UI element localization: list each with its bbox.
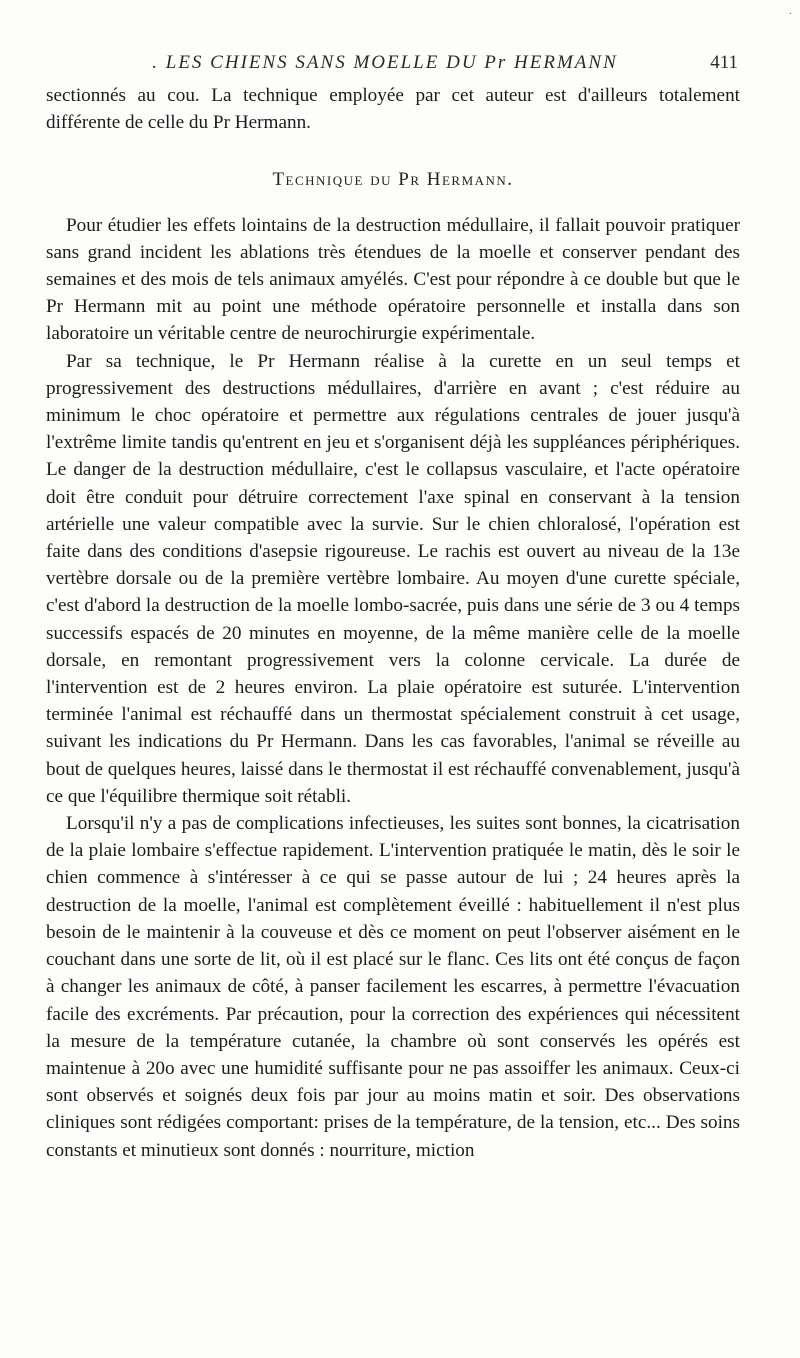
page-number: 411 [710,52,738,73]
corner-mark: . [788,6,792,17]
paragraph-technique: Par sa technique, le Pr Hermann réalise à la curette en un seul temps et progressivement des destructions médullaires, d'arrière en avant ; c'est réduire au minimum le choc opératoire et permettre aux régulations centrales de jouer jusqu'à l'extrême limite tandis qu'entrent en jeu et s'organisent déjà les suppléances périphériques. Le danger de la destruction médullaire, c'est le collapsus vasculaire, et l'acte opératoire doit être conduit pour détruire correctement l'axe spinal en conservant à la tension artérielle une valeur compatible avec la survie. Sur le chien chloralosé, l'opération est faite dans des conditions d'asepsie rigoureuse. Le rachis est ouvert au niveau de la 13e vertèbre dorsale ou de la première vertèbre lombaire. Au moyen d'une curette spéciale, c'est d'abord la destruction de la moelle lombo-sacrée, puis dans une série de 3 ou 4 temps successifs espacés de 20 minutes en moyenne, de la même manière celle de la moelle dorsale, en remontant progressivement vers la colonne cervicale. La durée de l'intervention est de 2 heures environ. La plaie opératoire est suturée. L'intervention terminée l'animal est réchauffé dans un thermostat spécialement construit à cet usage, suivant les indications du Pr Hermann. Dans les cas favorables, l'animal se réveille au bout de quelques heures, laissé dans le thermostat il est réchauffé convenablement, jusqu'à ce que l'équilibre thermique soit rétabli. [46,350,740,807]
paragraph-continuation: sectionnés au cou. La technique employée par cet auteur est d'ailleurs totalement différente de celle du Pr Hermann. [46,85,740,134]
running-head-title: . LES CHIENS SANS MOELLE DU Pr HERMANN [152,52,618,73]
paragraph-postoperative: Lorsqu'il n'y a pas de complications infectieuses, les suites sont bonnes, la cicatrisation de la plaie lombaire s'effectue rapidement. L'intervention pratiquée le matin, dès le soir le chien commence à s'intéresser à ce qui se passe autour de lui ; 24 heures après la destruction de la moelle, l'animal est complètement éveillé : habituellement il n'est plus besoin de le maintenir à la couveuse et dès ce moment on peut l'observer aisément en le couchant dans une sorte de lit, où il est placé sur le flanc. Ces lits ont été conçus de façon à changer les animaux de côté, à panser facilement les escarres, à permettre l'évacuation facile des excréments. Par précaution, pour la correction des expériences qui nécessitent la mesure de la température cutanée, la chambre où sont conservés les opérés est maintenue à 20o avec une humidité suffisante pour ne pas assoiffer les animaux. Ceux-ci sont observés et soignés deux fois par jour au moins matin et soir. Des observations cliniques sont rédigées comportant: prises de la température, de la tension, etc... Des soins constants et minutieux sont donnés : nourriture, miction [46,813,740,1161]
section-heading: Technique du Pr Hermann. [272,169,514,191]
paragraph-goal: Pour étudier les effets lointains de la destruction médullaire, il fallait pouvoir pratiquer sans grand incident les ablations très étendues de la moelle et conserver pendant des semaines et des mois de tels animaux amyélés. C'est pour répondre à ce double but que le Pr Hermann mit au point une méthode opératoire personnelle et installa dans son laboratoire un véritable centre de neurochirurgie expérimentale. [46,214,740,345]
page-body [46,82,740,1164]
